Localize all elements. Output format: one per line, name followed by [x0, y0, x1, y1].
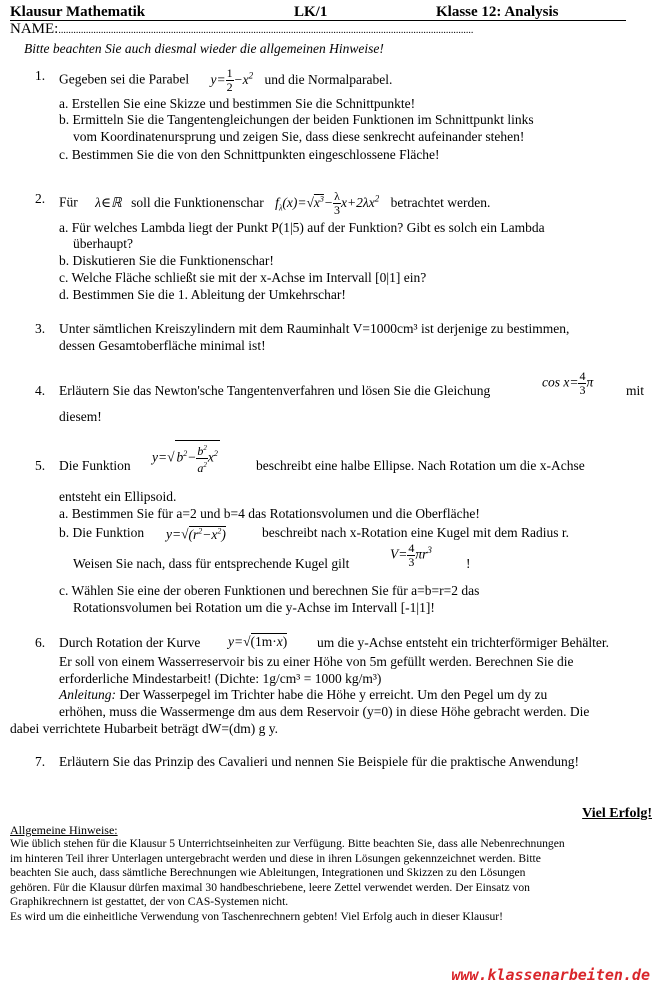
- task-6-post: um die y-Achse entsteht ein trichterförmiger Behälter.: [317, 635, 610, 650]
- task-5-line-2: entsteht ein Ellipsoid.: [59, 489, 177, 504]
- task-6-line-6: dabei verrichtete Hubarbeit beträgt dW=(dm) g y.: [10, 721, 279, 736]
- task-number: 6.: [35, 635, 46, 650]
- task-5c-cont: Rotationsvolumen bei Rotation um die y-Achse im Intervall [-1|1]!: [73, 600, 435, 615]
- task-number: 7.: [35, 754, 46, 769]
- task-3-line-1: Unter sämtlichen Kreiszylindern mit dem Rauminhalt V=1000cm³ ist derjenige zu bestimmen,: [59, 321, 570, 336]
- task-2-intro: Für λ∈ℝ soll die Funktionenschar $f_\lambda(x)=√x^3-$ $\frac{\lambda}{3}$ $x+2\lambda x^2$ betrachtet werden.: [59, 189, 491, 217]
- cosine-equation: cos x= $\frac{4}{3}$ π: [542, 369, 594, 397]
- task-4-post: mit: [626, 383, 645, 398]
- task-1-intro: Gegeben sei die Parabel y= $\frac{1}{2}$ $-x^2$ und die Normalparabel.: [59, 66, 393, 94]
- task-2a: a. Für welches Lambda liegt der Punkt P(1|5) auf der Funktion? Gibt es solch ein Lambda: [59, 220, 545, 235]
- sphere-function-formula: $y=√(r^2-x^2)$: [166, 526, 226, 542]
- task-7-line-1: Erläutern Sie das Prinzip des Cavalieri und nennen Sie Beispiele für die praktische Anwendung!: [59, 754, 579, 769]
- name-line: ......................................................................................................................................................................: [58, 25, 474, 36]
- task-1b-cont: vom Koordinatenursprung und zeigen Sie, dass diese senkrecht aufeinander stehen!: [73, 129, 525, 144]
- task-number: 4.: [35, 383, 46, 398]
- task-1a: a. Erstellen Sie eine Skizze und bestimmen Sie die Schnittpunkte!: [59, 96, 416, 111]
- task-5b-post: beschreibt nach x-Rotation eine Kugel mit dem Radius r.: [262, 525, 570, 540]
- exam-header: [10, 4, 626, 21]
- task-number: 3.: [35, 321, 46, 336]
- task-2b: b. Diskutieren Sie die Funktionenschar!: [59, 253, 274, 268]
- task-number: 2.: [35, 191, 46, 206]
- header-subject: Klausur Mathematik: [10, 4, 146, 20]
- curve-formula: y=√(1m·x): [228, 634, 288, 649]
- task-5c: c. Wählen Sie eine der oberen Funktionen und berechnen Sie für a=b=r=2 das: [59, 583, 480, 598]
- task-number: 5.: [35, 458, 46, 473]
- function-family-formula: $f_\lambda(x)=√x^3-$ $\frac{\lambda}{3}$ $x+2\lambda x^2$: [275, 189, 380, 217]
- lambda-domain: λ∈ℝ: [95, 194, 122, 210]
- parabola-formula: y= $\frac{1}{2}$ $-x^2$: [210, 66, 254, 94]
- task-5b: b. Die Funktion: [59, 525, 145, 540]
- task-6-line-4: Anleitung: Der Wasserpegel im Trichter habe die Höhe y erreicht. Um den Pegel um dy zu: [59, 687, 548, 702]
- name-label: NAME:: [10, 21, 59, 37]
- task-6-intro: Durch Rotation der Kurve: [59, 635, 201, 650]
- task-6-line-3: erforderliche Mindestarbeit! (Dichte: 1g/cm³ = 1000 kg/m³): [59, 671, 382, 686]
- task-1c: c. Bestimmen Sie die von den Schnittpunkten eingeschlossene Fläche!: [59, 147, 440, 162]
- general-note: Bitte beachten Sie auch diesmal wieder die allgemeinen Hinweise!: [24, 41, 384, 56]
- task-4-line-2: diesem!: [59, 409, 102, 424]
- header-class: Klasse 12: Analysis: [436, 4, 559, 20]
- task-5b-cont: Weisen Sie nach, dass für entsprechende Kugel gilt: [73, 556, 350, 571]
- site-watermark: www.klassenarbeiten.de: [451, 966, 650, 984]
- task-2c: c. Welche Fläche schließt sie mit der x-Achse im Intervall [0|1] ein?: [59, 270, 427, 285]
- task-1b: b. Ermitteln Sie die Tangentengleichungen der beiden Funktionen im Schnittpunkt links: [59, 112, 534, 127]
- hinweise-text: Wie üblich stehen für die Klausur 5 Unterrichtseinheiten zur Verfügung. Bitte beachten Sie, dass alle Nebenrechnungen im hinteren Teil ihrer Unterlagen untergebracht werden und diese in ihren Lösungen gekennzeichnet werden. Bitte beachten Sie auch, dass sämtliche Berechnungen wie Ableitungen, Integrationen und Skizzen zu den Lösungen gehören. Für die Klausur dürfen maximal 30 handbeschriebene, leere Zettel verwendet werden. Der Einsatz von Graphikrechnern ist gestattet, der von CAS-Systemen nicht. Es wird um die einheitliche Verwendung von Taschenrechnern gebten! Viel Erfolg auch in dieser Klausur!: [10, 837, 565, 923]
- ellipse-formula: y=√ $b^2-$ $\frac{b^2}{a^2}$ $x^2$: [152, 440, 220, 475]
- task-2d: d. Bestimmen Sie die 1. Ableitung der Umkehrschar!: [59, 287, 346, 302]
- task-5-intro: Die Funktion: [59, 458, 131, 473]
- header-course: LK/1: [294, 4, 328, 20]
- task-5a: a. Bestimmen Sie für a=2 und b=4 das Rotationsvolumen und die Oberfläche!: [59, 506, 480, 521]
- task-6-line-5: erhöhen, muss die Wassermenge dm aus dem Reservoir (y=0) in diese Höhe gebracht werden. Die: [59, 704, 590, 719]
- name-field[interactable]: [10, 21, 626, 39]
- task-5-post: beschreibt eine halbe Ellipse. Nach Rotation um die x-Achse: [256, 458, 585, 473]
- sphere-volume-formula: V= $\frac{4}{3}$ $\pi r^3$: [390, 541, 432, 569]
- hinweise-title: Allgemeine Hinweise:: [10, 823, 118, 837]
- task-5b-exclaim: !: [466, 556, 471, 571]
- task-4-line-1: Erläutern Sie das Newton'sche Tangentenverfahren und lösen Sie die Gleichung: [59, 383, 491, 398]
- closing-greeting: Viel Erfolg!: [582, 806, 652, 821]
- task-3-line-2: dessen Gesamtoberfläche minimal ist!: [59, 338, 266, 353]
- task-2a-cont: überhaupt?: [73, 236, 133, 251]
- task-6-line-2: Er soll von einem Wasserreservoir bis zu einer Höhe von 5m gefüllt werden. Berechnen Sie die: [59, 654, 574, 669]
- task-number: 1.: [35, 68, 46, 83]
